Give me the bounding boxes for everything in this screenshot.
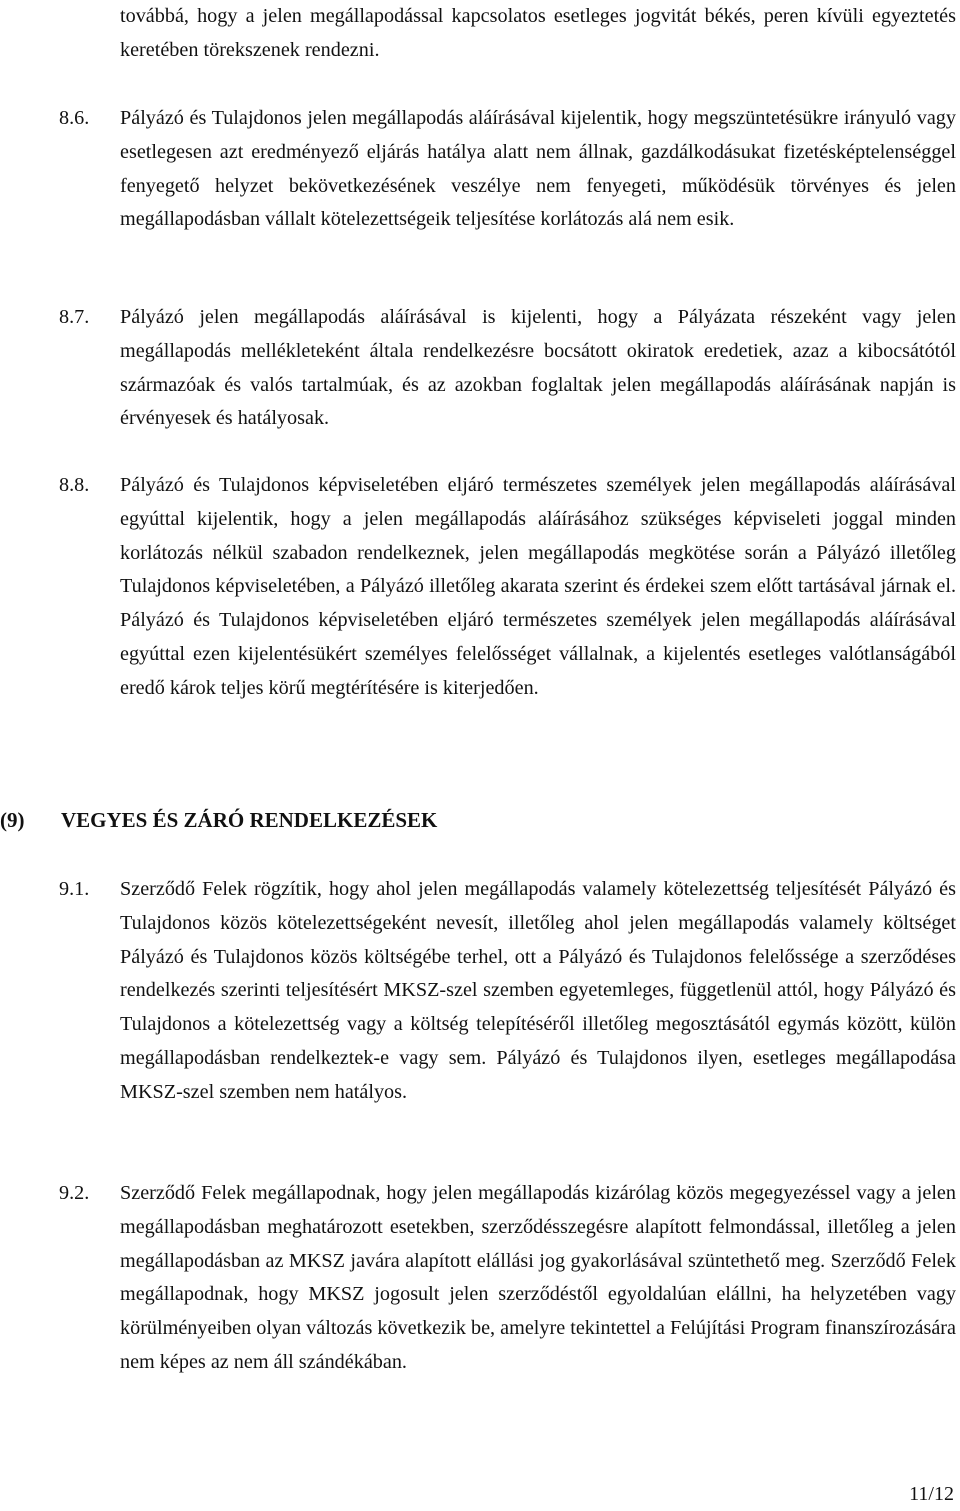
section-number: 8.6. [59, 107, 90, 129]
section-text: Szerződő Felek rögzítik, hogy ahol jelen megállapodás valamely kötelezettség teljesítését Pályázó és Tulajdonos közös kötelezettségeként nevesít, illetőleg ahol jelen megállapodás valamely költséget Pályázó és Tulajdonos közös költségébe terhel, ott a Pályázó és Tulajdonos felelőssége a szerződéses rendelkezés szerinti teljesítésért MKSZ-szel szemben egyetemleges, függetlenül attól, hogy Pályázó és Tulajdonos a kötelezettség vagy a költség telepítéséről illetőleg megosztásától egymás között, külön megállapodásban rendelkeztek-e vagy sem. Pályázó és Tulajdonos ilyen, esetleges megállapodása MKSZ-szel szemben nem hatályos. [120, 878, 956, 1103]
section-text: Pályázó jelen megállapodás aláírásával is kijelenti, hogy a Pályázata részeként vagy jelen megállapodás mellékleteként általa rendelkezésre bocsátott okiratok eredetiek, azaz a kibocsátótól származóak és valós tartalmúak, és az azokban foglaltak jelen megállapodás aláírásának napján is érvényesek és hatályosak. [120, 306, 956, 430]
section-number: 8.7. [59, 306, 90, 328]
chapter-number: (9) [0, 808, 25, 832]
section-number: 9.1. [59, 878, 90, 900]
intro-paragraph: továbbá, hogy a jelen megállapodással kapcsolatos esetleges jogvitát békés, peren kívüli egyeztetés keretében törekszenek rendezni. [120, 5, 956, 61]
section-number: 9.2. [59, 1182, 90, 1204]
chapter-title: VEGYES ÉS ZÁRÓ RENDELKEZÉSEK [61, 808, 438, 832]
chapter-heading [0, 803, 956, 837]
section-text: Szerződő Felek megállapodnak, hogy jelen megállapodás kizárólag közös megegyezéssel vagy a jelen megállapodásban meghatározott esetekben, szerződésszegésre alapított felmondással, illetőleg a jelen megállapodásban az MKSZ javára alapított elállási jog gyakorlásával szüntethető meg. Szerződő Felek megállapodnak, hogy MKSZ jogosult jelen szerződéstől egyoldalúan elállni, ha helyzetében vagy körülményeiben olyan változás következik be, amelyre tekintettel a Felújítási Program finanszírozására nem képes az nem áll szándékában. [120, 1182, 956, 1373]
section-text: Pályázó és Tulajdonos képviseletében eljáró természetes személyek jelen megállapodás aláírásával egyúttal kijelentik, hogy a jelen megállapodás aláírásához szükséges képviseleti joggal minden korlátozás nélkül szabadon rendelkeznek, jelen megállapodás megkötése során a Pályázó illetőleg Tulajdonos képviseletében, a Pályázó illetőleg akarata szerint és érdekei szem előtt tartásával járnak el. Pályázó és Tulajdonos képviseletében eljáró természetes személyek jelen megállapodás aláírásával egyúttal ezen kijelentésükért személyes felelősséget vállalnak, a kijelentés esetleges valótlanságából eredő károk teljes körű megtérítésére is kiterjedően. [120, 474, 956, 699]
section-number: 8.8. [59, 474, 90, 496]
page-number: 11/12 [909, 1483, 954, 1505]
section-text: Pályázó és Tulajdonos jelen megállapodás aláírásával kijelentik, hogy megszüntetésükre irányuló vagy esetlegesen azt eredményező eljárás hatálya alatt nem állnak, gazdálkodásukat fizetésképtelenséggel fenyegető helyzet bekövetkezésének veszélye nem fenyegeti, működésük törvényes és jelen megállapodásban vállalt kötelezettségeik teljesítése korlátozás alá nem esik. [120, 107, 956, 231]
